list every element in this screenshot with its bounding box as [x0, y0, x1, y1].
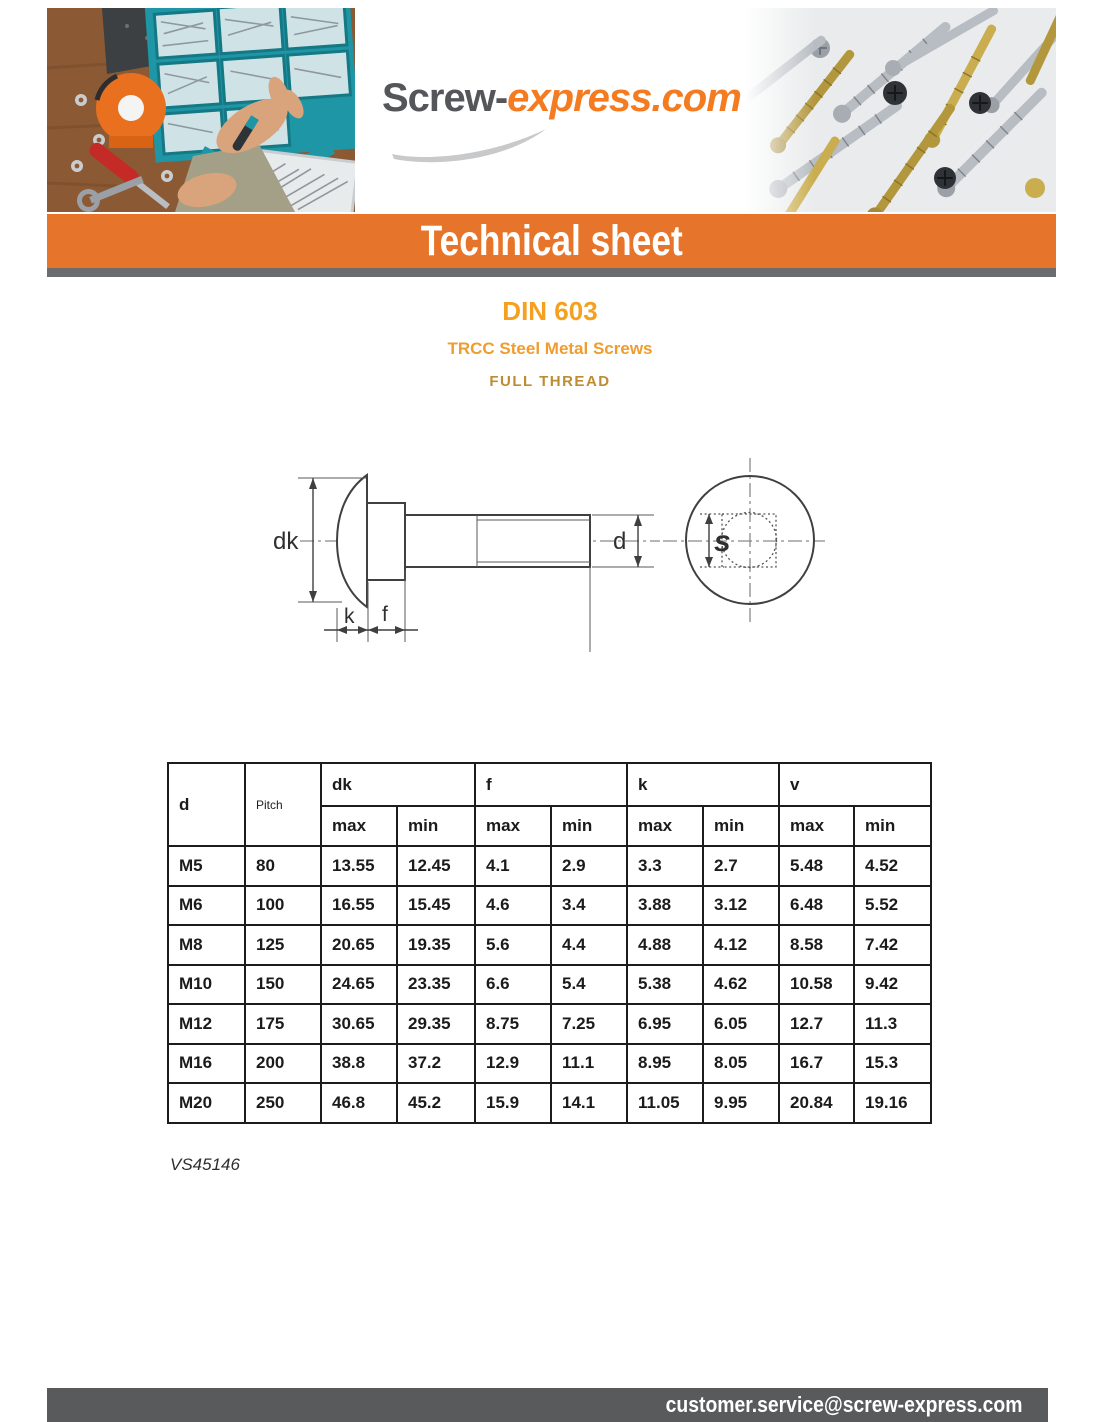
cell-value: 6.6 [475, 965, 551, 1005]
cell-pitch: 150 [245, 965, 321, 1005]
cell-d: M10 [168, 965, 245, 1005]
col-header-v: v [779, 763, 931, 806]
cell-value: 4.6 [475, 886, 551, 926]
d-label: d [613, 528, 627, 555]
cell-value: 5.52 [854, 886, 931, 926]
cell-value: 15.3 [854, 1044, 931, 1084]
subheader-max: max [321, 806, 397, 846]
table-row [168, 886, 931, 926]
din-standard-heading: DIN 603 [502, 296, 598, 326]
customer-service-email: customer.service@screw-express.com [665, 1392, 1022, 1417]
carriage-bolt-drawing [180, 430, 920, 660]
workbench-photo [47, 8, 355, 212]
cell-pitch: 200 [245, 1044, 321, 1084]
cell-value: 23.35 [397, 965, 475, 1005]
thread-note: FULL THREAD [489, 373, 611, 390]
cell-value: 2.7 [703, 846, 779, 886]
table-row [168, 925, 931, 965]
cell-value: 7.25 [551, 1004, 627, 1044]
cell-pitch: 80 [245, 846, 321, 886]
col-header-k: k [627, 763, 779, 806]
dk-label: dk [273, 528, 299, 555]
table-row [168, 1083, 931, 1123]
technical-sheet-banner [47, 214, 1056, 268]
cell-value: 10.58 [779, 965, 854, 1005]
cell-value: 38.8 [321, 1044, 397, 1084]
cell-value: 13.55 [321, 846, 397, 886]
footer-bar [47, 1388, 1048, 1422]
cell-value: 6.05 [703, 1004, 779, 1044]
cell-value: 5.48 [779, 846, 854, 886]
brand-logo-text [382, 76, 741, 121]
header [47, 8, 1056, 212]
cell-value: 3.3 [627, 846, 703, 886]
cell-value: 7.42 [854, 925, 931, 965]
cell-value: 5.6 [475, 925, 551, 965]
cell-value: 11.1 [551, 1044, 627, 1084]
cell-value: 24.65 [321, 965, 397, 1005]
cell-value: 8.75 [475, 1004, 551, 1044]
cell-value: 3.12 [703, 886, 779, 926]
cell-value: 5.4 [551, 965, 627, 1005]
cell-value: 6.48 [779, 886, 854, 926]
cell-value: 45.2 [397, 1083, 475, 1123]
cell-value: 8.58 [779, 925, 854, 965]
table-row [168, 846, 931, 886]
logo-swoosh [390, 124, 550, 168]
cell-value: 12.9 [475, 1044, 551, 1084]
cell-value: 30.65 [321, 1004, 397, 1044]
cell-value: 37.2 [397, 1044, 475, 1084]
col-header-dk: dk [321, 763, 475, 806]
subheader-min: min [551, 806, 627, 846]
cell-value: 16.55 [321, 886, 397, 926]
table-row [168, 965, 931, 1005]
cell-value: 29.35 [397, 1004, 475, 1044]
table-header-row [168, 763, 931, 806]
brand-logo [382, 76, 741, 176]
banner-underline [47, 268, 1056, 277]
cell-value: 4.88 [627, 925, 703, 965]
table-row [168, 1044, 931, 1084]
cell-value: 5.38 [627, 965, 703, 1005]
cell-value: 2.9 [551, 846, 627, 886]
cell-value: 14.1 [551, 1083, 627, 1123]
cell-value: 12.7 [779, 1004, 854, 1044]
cell-value: 46.8 [321, 1083, 397, 1123]
cell-value: 8.95 [627, 1044, 703, 1084]
cell-pitch: 175 [245, 1004, 321, 1044]
dimensions-table [167, 762, 932, 1124]
banner-title: Technical sheet [420, 216, 683, 265]
cell-value: 20.65 [321, 925, 397, 965]
cell-value: 16.7 [779, 1044, 854, 1084]
cell-value: 9.95 [703, 1083, 779, 1123]
col-header-d: d [168, 763, 245, 846]
col-header-f: f [475, 763, 627, 806]
cell-value: 3.4 [551, 886, 627, 926]
subheader-min: min [703, 806, 779, 846]
logo-part-gray: Screw- [382, 76, 508, 120]
cell-value: 4.1 [475, 846, 551, 886]
cell-value: 8.05 [703, 1044, 779, 1084]
col-header-pitch: Pitch [245, 763, 321, 846]
cell-value: 11.3 [854, 1004, 931, 1044]
s-label: s [714, 525, 731, 558]
cell-value: 19.35 [397, 925, 475, 965]
cell-d: M8 [168, 925, 245, 965]
f-label: f [382, 603, 388, 626]
cell-d: M16 [168, 1044, 245, 1084]
cell-value: 20.84 [779, 1083, 854, 1123]
cell-value: 19.16 [854, 1083, 931, 1123]
cell-value: 12.45 [397, 846, 475, 886]
cell-value: 4.52 [854, 846, 931, 886]
cell-value: 11.05 [627, 1083, 703, 1123]
k-label: k [344, 605, 355, 628]
cell-pitch: 100 [245, 886, 321, 926]
subheader-max: max [779, 806, 854, 846]
cell-value: 4.12 [703, 925, 779, 965]
logo-part-orange: express.com [507, 76, 741, 120]
cell-pitch: 250 [245, 1083, 321, 1123]
product-subtitle: TRCC Steel Metal Screws [447, 339, 653, 358]
cell-d: M5 [168, 846, 245, 886]
title-block [0, 296, 1100, 390]
cell-value: 4.62 [703, 965, 779, 1005]
subheader-max: max [627, 806, 703, 846]
cell-value: 9.42 [854, 965, 931, 1005]
screw-pile-photo [745, 8, 1056, 212]
cell-d: M20 [168, 1083, 245, 1123]
table-row [168, 1004, 931, 1044]
cell-d: M6 [168, 886, 245, 926]
cell-value: 15.45 [397, 886, 475, 926]
cell-d: M12 [168, 1004, 245, 1044]
subheader-max: max [475, 806, 551, 846]
reference-code: VS45146 [170, 1155, 240, 1174]
cell-value: 15.9 [475, 1083, 551, 1123]
cell-value: 6.95 [627, 1004, 703, 1044]
cell-value: 4.4 [551, 925, 627, 965]
cell-value: 3.88 [627, 886, 703, 926]
subheader-min: min [397, 806, 475, 846]
cell-pitch: 125 [245, 925, 321, 965]
subheader-min: min [854, 806, 931, 846]
